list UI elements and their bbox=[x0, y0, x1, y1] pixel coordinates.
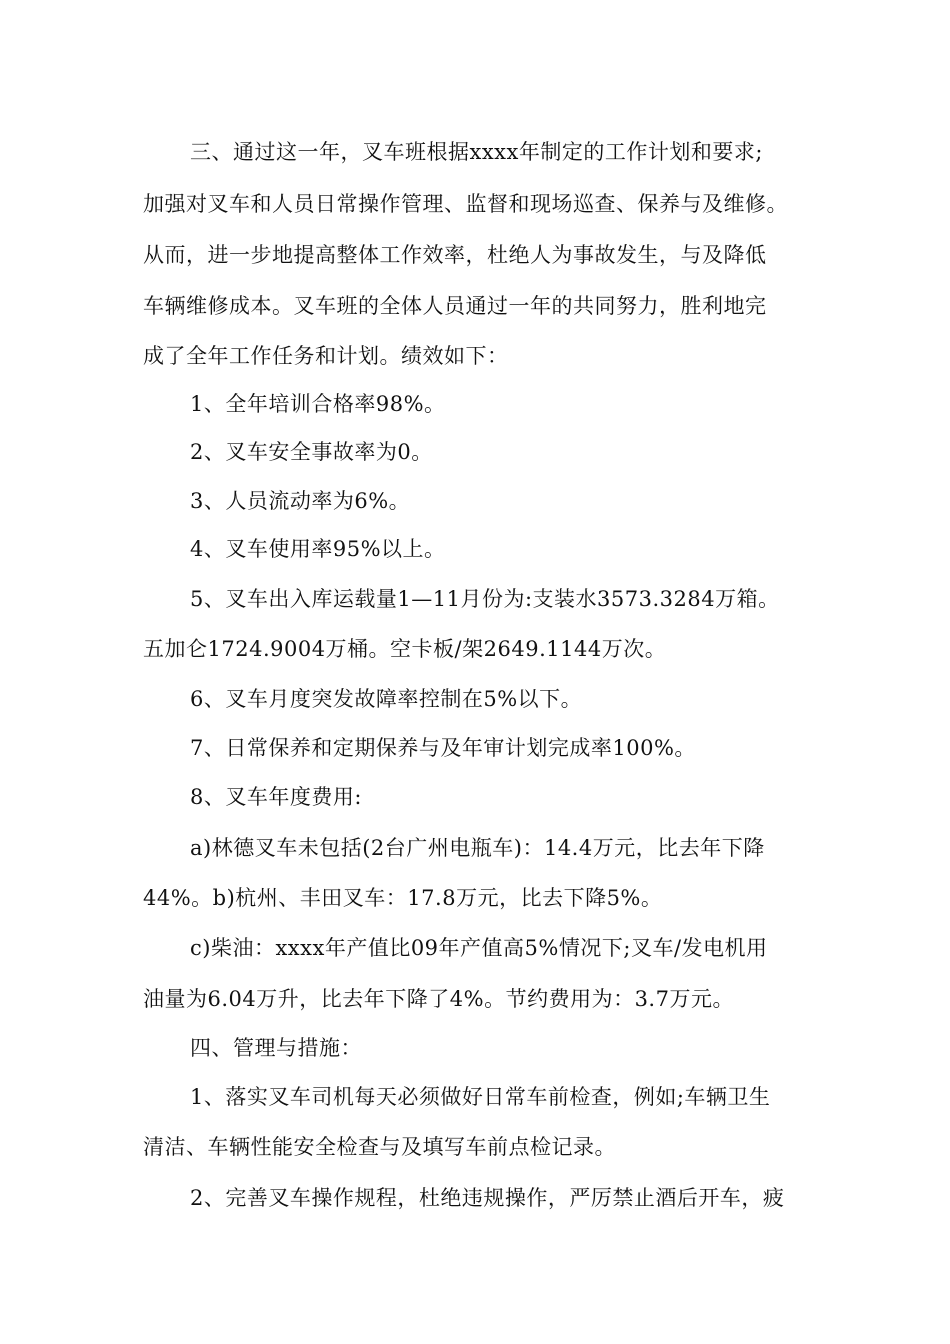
paragraph-3-line-5: 成了全年工作任务和计划。绩效如下： bbox=[143, 344, 509, 368]
list-item-8c-line-2: 油量为6.04万升，比去年下降了4%。节约费用为：3.7万元。 bbox=[143, 987, 734, 1011]
list-item-8a-line-1: a)林德叉车未包括(2台广州电瓶车)：14.4万元，比去年下降 bbox=[190, 836, 765, 860]
paragraph-3-line-3: 从而，进一步地提高整体工作效率，杜绝人为事故发生，与及降低 bbox=[143, 243, 767, 267]
list-item-2: 2、叉车安全事故率为0。 bbox=[190, 440, 433, 464]
list-item-5-line-1: 5、叉车出入库运载量1—11月份为:支装水3573.3284万箱。 bbox=[190, 587, 780, 611]
list-item-1: 1、全年培训合格率98%。 bbox=[190, 392, 446, 416]
list-item-7: 7、日常保养和定期保养与及年审计划完成率100%。 bbox=[190, 736, 696, 760]
measure-1-line-2: 清洁、车辆性能安全检查与及填写车前点检记录。 bbox=[143, 1135, 616, 1159]
list-item-6: 6、叉车月度突发故障率控制在5%以下。 bbox=[190, 687, 583, 711]
list-item-4: 4、叉车使用率95%以上。 bbox=[190, 537, 446, 561]
paragraph-3-line-1: 三、通过这一年，叉车班根据xxxx年制定的工作计划和要求; bbox=[190, 140, 763, 164]
measure-1-line-1: 1、落实叉车司机每天必须做好日常车前检查，例如;车辆卫生 bbox=[190, 1085, 771, 1109]
paragraph-3-line-4: 车辆维修成本。叉车班的全体人员通过一年的共同努力，胜利地完 bbox=[143, 294, 767, 318]
section-4-heading: 四、管理与措施： bbox=[190, 1036, 362, 1060]
measure-2-line-1: 2、完善叉车操作规程，杜绝违规操作，严厉禁止酒后开车，疲 bbox=[190, 1186, 785, 1210]
list-item-8: 8、叉车年度费用: bbox=[190, 785, 362, 809]
list-item-3: 3、人员流动率为6%。 bbox=[190, 489, 411, 513]
paragraph-3-line-2: 加强对叉车和人员日常操作管理、监督和现场巡查、保养与及维修。 bbox=[143, 192, 788, 216]
list-item-8c-line-1: c)柴油：xxxx年产值比09年产值高5%情况下;叉车/发电机用 bbox=[190, 936, 768, 960]
list-item-8a-line-2: 44%。b)杭州、丰田叉车：17.8万元，比去下降5%。 bbox=[143, 886, 663, 910]
list-item-5-line-2: 五加仑1724.9004万桶。空卡板/架2649.1144万次。 bbox=[143, 637, 667, 661]
